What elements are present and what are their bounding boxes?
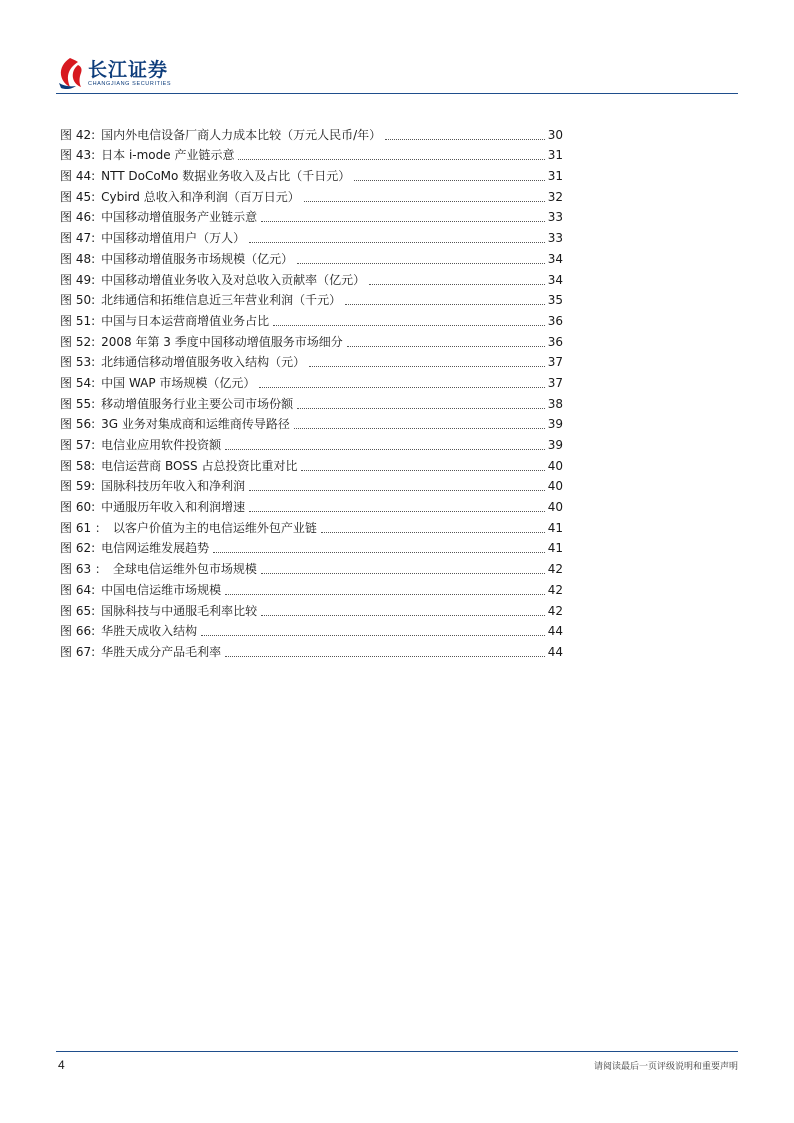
page-ref: 37 xyxy=(547,375,563,390)
figure-index-list xyxy=(60,122,563,660)
figure-title: NTT DoCoMo 数据业务收入及占比（千日元） xyxy=(101,169,351,184)
dot-leader xyxy=(297,408,545,409)
figure-number: 图 67: xyxy=(60,644,96,659)
toc-entry[interactable] xyxy=(60,329,563,350)
figure-number: 图 59: xyxy=(60,479,96,494)
figure-title: 华胜天成分产品毛利率 xyxy=(101,644,222,659)
figure-number: 图 47: xyxy=(60,231,96,246)
figure-title: 移动增值服务行业主要公司市场份额 xyxy=(101,396,294,411)
figure-number: 图 51: xyxy=(60,313,96,328)
toc-entry[interactable] xyxy=(60,598,563,619)
page-ref: 30 xyxy=(547,127,563,142)
figure-title: 中国移动增值用户（万人） xyxy=(101,231,246,246)
page-ref: 39 xyxy=(547,438,563,452)
figure-title: 电信运营商 BOSS 占总投资比重对比 xyxy=(101,458,298,473)
dot-leader xyxy=(249,242,545,243)
footer-divider xyxy=(56,1051,738,1052)
page-ref: 44 xyxy=(547,624,563,639)
toc-entry[interactable] xyxy=(60,143,563,164)
figure-title: 华胜天成收入结构 xyxy=(101,624,198,639)
dot-leader xyxy=(309,366,545,367)
toc-entry[interactable] xyxy=(60,350,563,371)
figure-title: 国脉科技与中通服毛利率比较 xyxy=(101,603,258,618)
dot-leader xyxy=(385,139,545,140)
dot-leader xyxy=(225,656,545,657)
toc-entry[interactable] xyxy=(60,619,563,640)
page-ref: 32 xyxy=(547,189,563,204)
logo-chinese-name: 长江证券 xyxy=(88,59,169,81)
figure-number: 图 54: xyxy=(60,375,96,390)
toc-entry[interactable] xyxy=(60,225,563,246)
page-number: 4 xyxy=(58,1058,65,1072)
dot-leader xyxy=(294,428,545,429)
toc-entry[interactable] xyxy=(60,163,563,184)
figure-number: 图 43: xyxy=(60,148,96,163)
figure-number: 图 52: xyxy=(60,334,96,349)
dot-leader xyxy=(273,325,545,326)
page-ref: 40 xyxy=(547,500,563,515)
changjiang-logo-icon xyxy=(56,56,84,92)
dot-leader xyxy=(297,263,545,264)
dot-leader xyxy=(354,180,545,181)
page-ref: 31 xyxy=(547,148,563,163)
dot-leader xyxy=(347,346,545,347)
toc-entry[interactable] xyxy=(60,474,563,495)
figure-number: 图 49: xyxy=(60,272,96,287)
page-ref: 44 xyxy=(547,644,563,659)
toc-entry[interactable] xyxy=(60,308,563,329)
page-ref: 34 xyxy=(547,251,563,266)
toc-entry[interactable] xyxy=(60,515,563,536)
dot-leader xyxy=(201,635,545,636)
page-ref: 42 xyxy=(547,582,563,597)
figure-number: 图 46: xyxy=(60,210,96,225)
figure-title: 中国移动增值业务收入及对总收入贡献率（亿元） xyxy=(101,272,366,287)
dot-leader xyxy=(238,159,544,160)
dot-leader xyxy=(304,201,545,202)
figure-title: 日本 i-mode 产业链示意 xyxy=(101,148,235,163)
figure-title: 国内外电信设备厂商人力成本比较（万元人民币/年） xyxy=(101,127,382,142)
figure-number: 图 58: xyxy=(60,458,96,473)
header-divider xyxy=(56,93,738,94)
page-ref: 42 xyxy=(547,562,563,577)
toc-entry[interactable] xyxy=(60,205,563,226)
figure-number: 图 63 ： xyxy=(60,562,107,577)
page-ref: 34 xyxy=(547,272,563,287)
figure-title: 全球电信运维外包市场规模 xyxy=(112,562,257,577)
dot-leader xyxy=(225,594,545,595)
figure-number: 图 53: xyxy=(60,355,96,370)
page-ref: 36 xyxy=(547,313,563,328)
figure-number: 图 48: xyxy=(60,251,96,266)
toc-entry[interactable] xyxy=(60,288,563,309)
toc-entry[interactable] xyxy=(60,432,563,453)
toc-entry[interactable] xyxy=(60,453,563,474)
figure-number: 图 61 ： xyxy=(60,520,107,535)
toc-entry[interactable] xyxy=(60,391,563,412)
dot-leader xyxy=(249,511,545,512)
figure-number: 图 66: xyxy=(60,624,96,639)
figure-title: Cybird 总收入和净利润（百万日元） xyxy=(101,189,300,204)
toc-entry[interactable] xyxy=(60,556,563,577)
page-ref: 31 xyxy=(547,169,563,184)
figure-title: 3G 业务对集成商和运维商传导路径 xyxy=(101,417,290,432)
page-header xyxy=(56,54,738,96)
footer-disclaimer: 请阅读最后一页评级说明和重要声明 xyxy=(593,1062,738,1072)
figure-title: 北纬通信移动增值服务收入结构（元） xyxy=(101,355,306,370)
page-ref: 36 xyxy=(547,334,563,349)
dot-leader xyxy=(261,573,545,574)
dot-leader xyxy=(301,470,544,471)
figure-number: 图 62: xyxy=(60,541,96,556)
dot-leader xyxy=(225,449,545,450)
toc-entry[interactable] xyxy=(60,370,563,391)
figure-number: 图 65: xyxy=(60,603,96,618)
figure-number: 图 55: xyxy=(60,396,96,411)
toc-entry[interactable] xyxy=(60,267,563,288)
figure-title: 2008 年第 3 季度中国移动增值服务市场细分 xyxy=(101,334,343,349)
figure-title: 电信网运维发展趋势 xyxy=(101,541,210,556)
page-ref: 40 xyxy=(547,458,563,473)
figure-number: 图 60: xyxy=(60,500,96,515)
page-ref: 39 xyxy=(547,417,563,432)
page-ref: 42 xyxy=(547,603,563,618)
company-logo xyxy=(56,54,171,94)
dot-leader xyxy=(249,490,545,491)
figure-number: 图 42: xyxy=(60,127,96,142)
page-ref: 41 xyxy=(547,541,563,556)
dot-leader xyxy=(261,221,545,222)
dot-leader xyxy=(321,532,545,533)
figure-title: 中国 WAP 市场规模（亿元） xyxy=(101,375,256,390)
dot-leader xyxy=(261,615,545,616)
page-ref: 40 xyxy=(547,479,563,494)
dot-leader xyxy=(259,387,544,388)
page-ref: 38 xyxy=(547,396,563,411)
toc-entry[interactable] xyxy=(60,412,563,433)
dot-leader xyxy=(345,304,545,305)
figure-title: 电信业应用软件投资额 xyxy=(101,438,222,452)
figure-title: 中国移动增值服务市场规模（亿元） xyxy=(101,251,294,266)
figure-number: 图 44: xyxy=(60,169,96,184)
toc-entry[interactable] xyxy=(60,184,563,205)
page-ref: 33 xyxy=(547,210,563,225)
figure-number: 图 45: xyxy=(60,189,96,204)
toc-entry[interactable] xyxy=(60,494,563,515)
figure-number: 图 56: xyxy=(60,417,96,432)
page-ref: 41 xyxy=(547,520,563,535)
toc-entry[interactable] xyxy=(60,639,563,660)
figure-title: 北纬通信和拓维信息近三年营业利润（千元） xyxy=(101,293,342,308)
figure-number: 图 57: xyxy=(60,438,96,452)
dot-leader xyxy=(213,552,545,553)
toc-entry[interactable] xyxy=(60,246,563,267)
page-ref: 37 xyxy=(547,355,563,370)
figure-title: 以客户价值为主的电信运维外包产业链 xyxy=(112,520,317,535)
toc-entry[interactable] xyxy=(60,536,563,557)
figure-title: 国脉科技历年收入和净利润 xyxy=(101,479,246,494)
figure-title: 中通服历年收入和利润增速 xyxy=(101,500,246,515)
toc-entry[interactable] xyxy=(60,122,563,143)
figure-number: 图 64: xyxy=(60,582,96,597)
figure-title: 中国移动增值服务产业链示意 xyxy=(101,210,258,225)
dot-leader xyxy=(369,284,545,285)
figure-title: 中国与日本运营商增值业务占比 xyxy=(101,313,270,328)
figure-title: 中国电信运维市场规模 xyxy=(101,582,222,597)
toc-entry[interactable] xyxy=(60,577,563,598)
figure-number: 图 50: xyxy=(60,293,96,308)
page-ref: 35 xyxy=(547,293,563,308)
page-ref: 33 xyxy=(547,231,563,246)
logo-english-name: CHANGJIANG SECURITIES xyxy=(88,81,172,87)
